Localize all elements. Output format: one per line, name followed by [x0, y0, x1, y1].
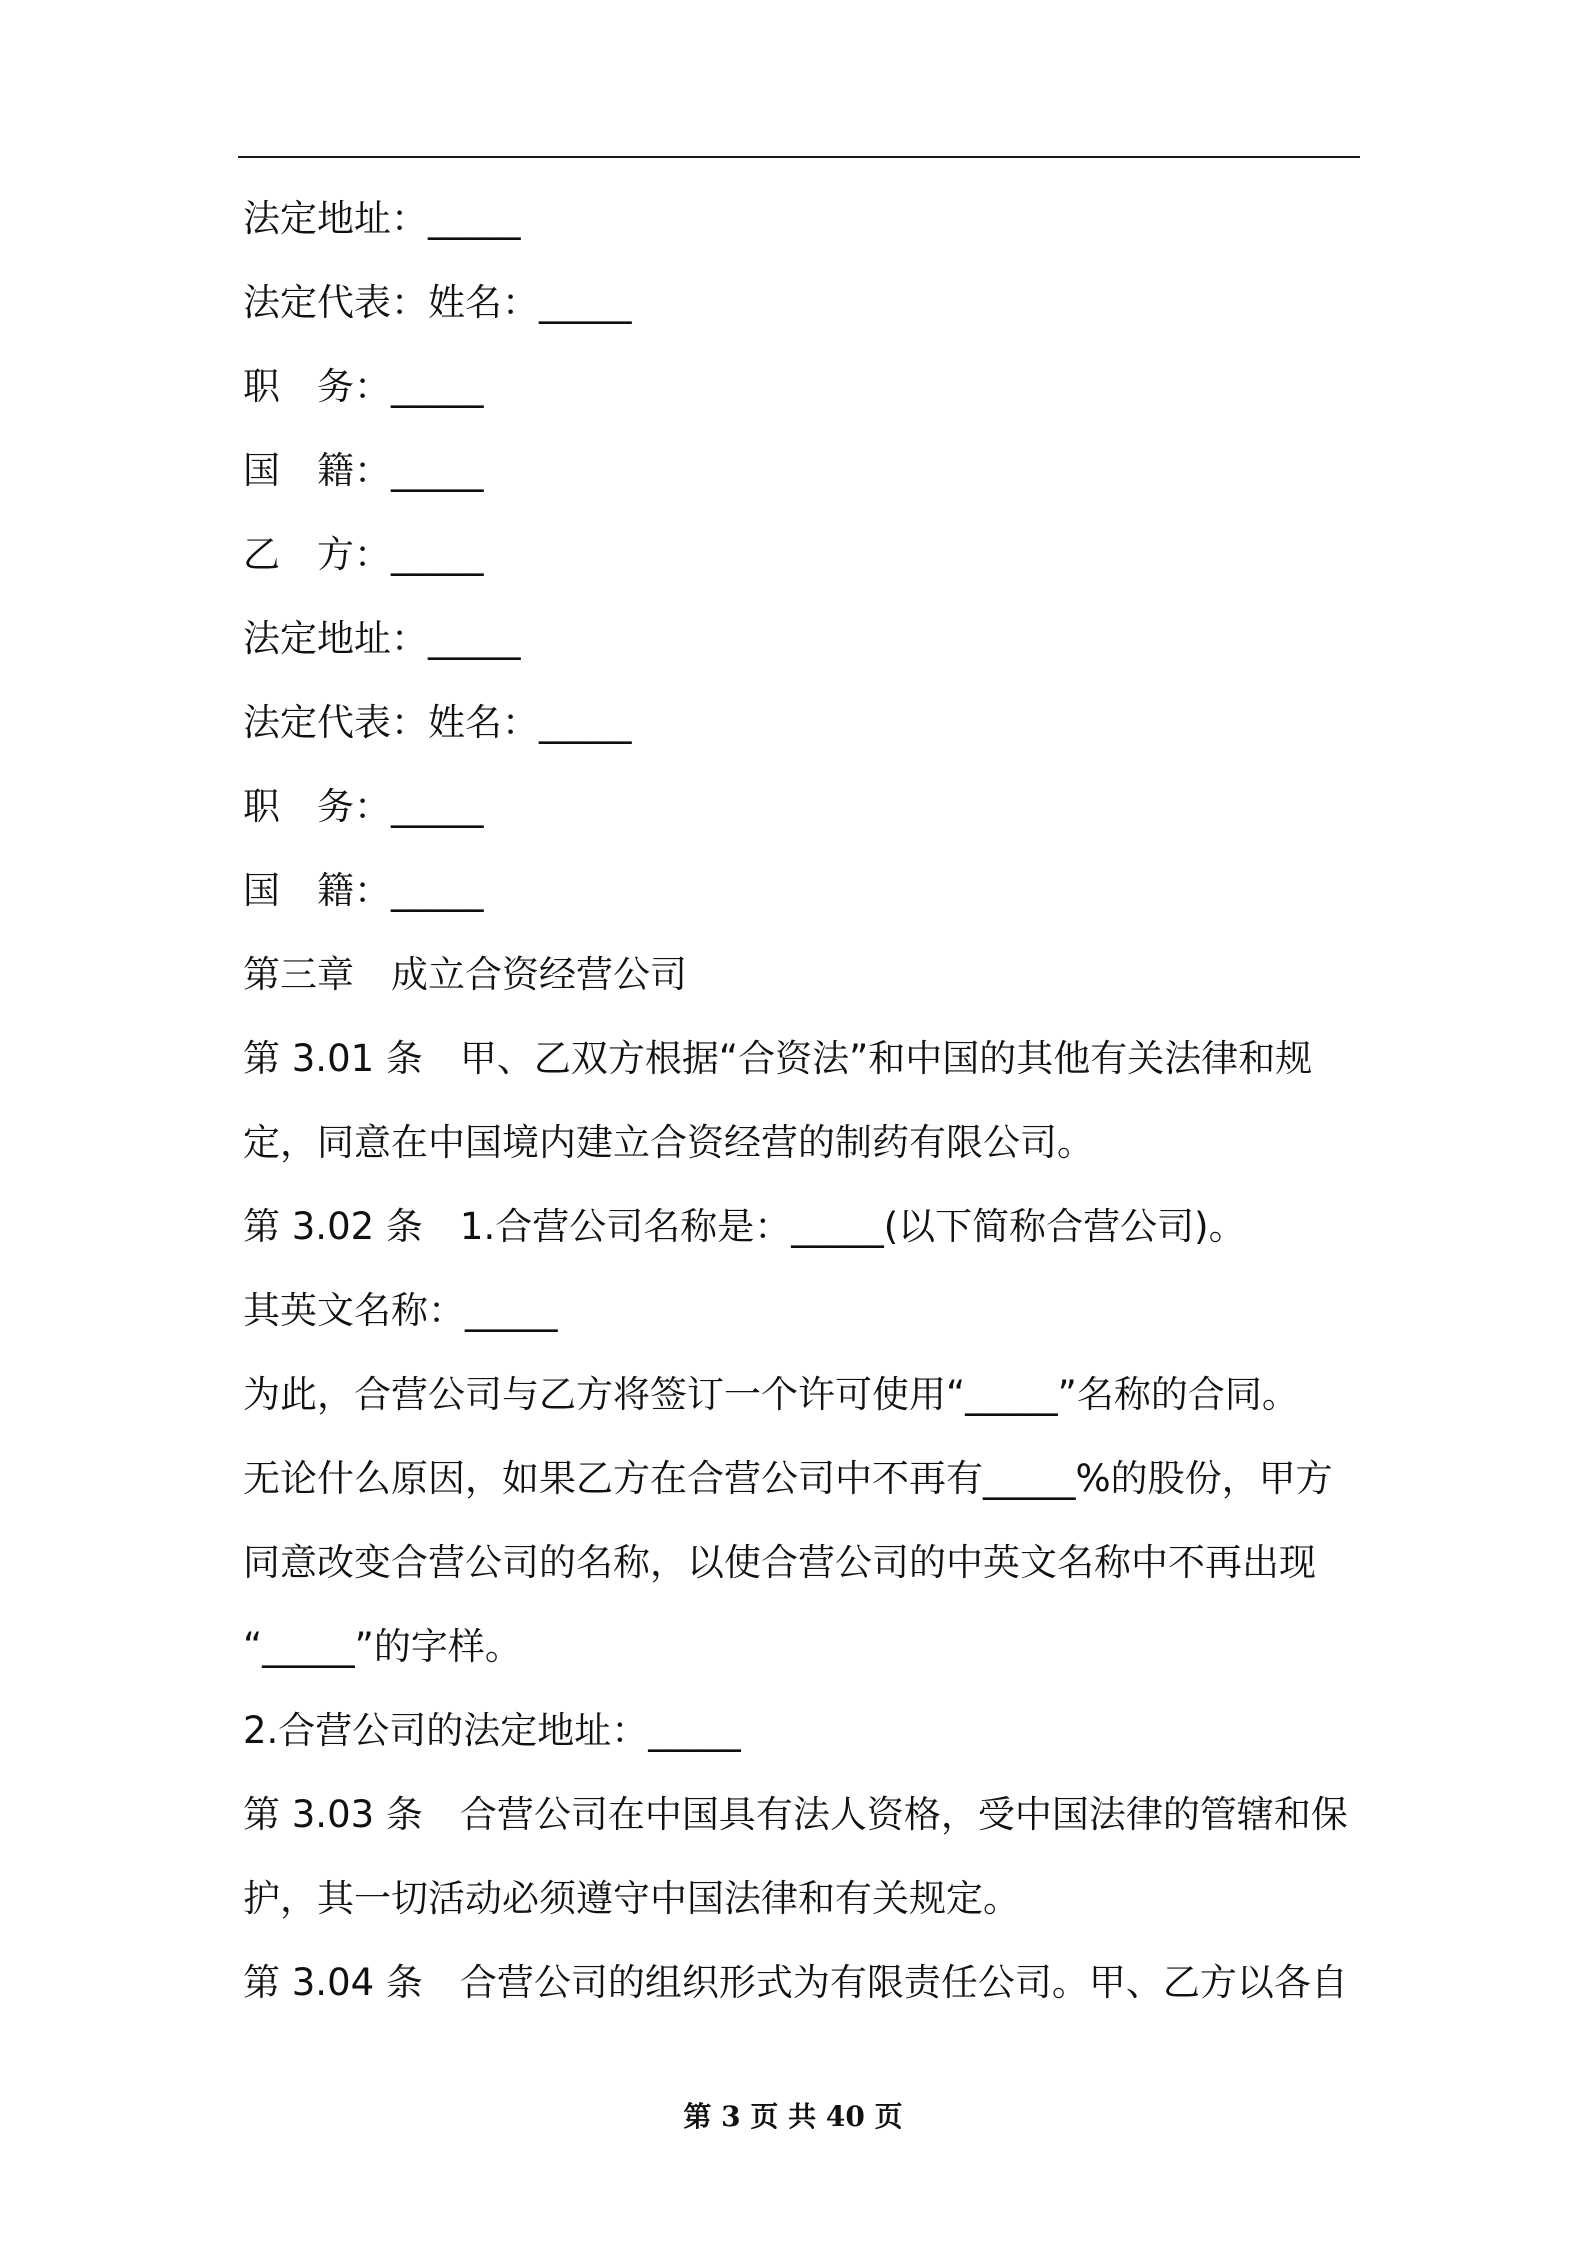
article-3-01-line-1: 第 3.01 条 甲、乙双方根据“合资法”和中国的其他有关法律和规 [243, 1037, 1313, 1080]
article-3-02-share-line: 无论什么原因，如果乙方在合营公司中不再有_____%的股份，甲方 [243, 1457, 1333, 1500]
party-a-nationality-field: 国 籍：_____ [243, 449, 484, 492]
party-a-representative-field: 法定代表：姓名：_____ [243, 281, 632, 324]
party-b-title-field: 职 务：_____ [243, 785, 484, 828]
document-body [243, 198, 1360, 2046]
page-number-footer: 第 3 页 共 40 页 [683, 2100, 903, 2133]
article-3-02-license-line: 为此，合营公司与乙方将签订一个许可使用“_____”名称的合同。 [243, 1373, 1299, 1416]
party-a-address-field: 法定地址：_____ [243, 197, 521, 240]
article-3-02-name-change-line: 同意改变合营公司的名称，以使合营公司的中英文名称中不再出现 [243, 1541, 1316, 1584]
article-3-03-line-1: 第 3.03 条 合营公司在中国具有法人资格，受中国法律的管辖和保 [243, 1793, 1348, 1836]
article-3-03-line-2: 护，其一切活动必须遵守中国法律和有关规定。 [243, 1877, 1020, 1920]
party-b-representative-field: 法定代表：姓名：_____ [243, 701, 632, 744]
article-3-02-english-name: 其英文名称：_____ [243, 1289, 558, 1332]
party-b-field: 乙 方：_____ [243, 533, 484, 576]
article-3-01-line-2: 定，同意在中国境内建立合资经营的制药有限公司。 [243, 1121, 1094, 1164]
article-3-02-wording-line: “_____”的字样。 [243, 1625, 522, 1668]
party-b-nationality-field: 国 籍：_____ [243, 869, 484, 912]
chapter-heading: 第三章 成立合资经营公司 [243, 953, 687, 996]
party-b-address-field: 法定地址：_____ [243, 617, 521, 660]
party-a-title-field: 职 务：_____ [243, 365, 484, 408]
header-divider [238, 156, 1360, 158]
article-3-04-line-1: 第 3.04 条 合营公司的组织形式为有限责任公司。甲、乙方以各自 [243, 1961, 1348, 2004]
article-3-02-address-line: 2.合营公司的法定地址：_____ [243, 1709, 741, 1752]
article-3-02-line-1: 第 3.02 条 1.合营公司名称是：_____(以下简称合营公司)。 [243, 1205, 1246, 1248]
